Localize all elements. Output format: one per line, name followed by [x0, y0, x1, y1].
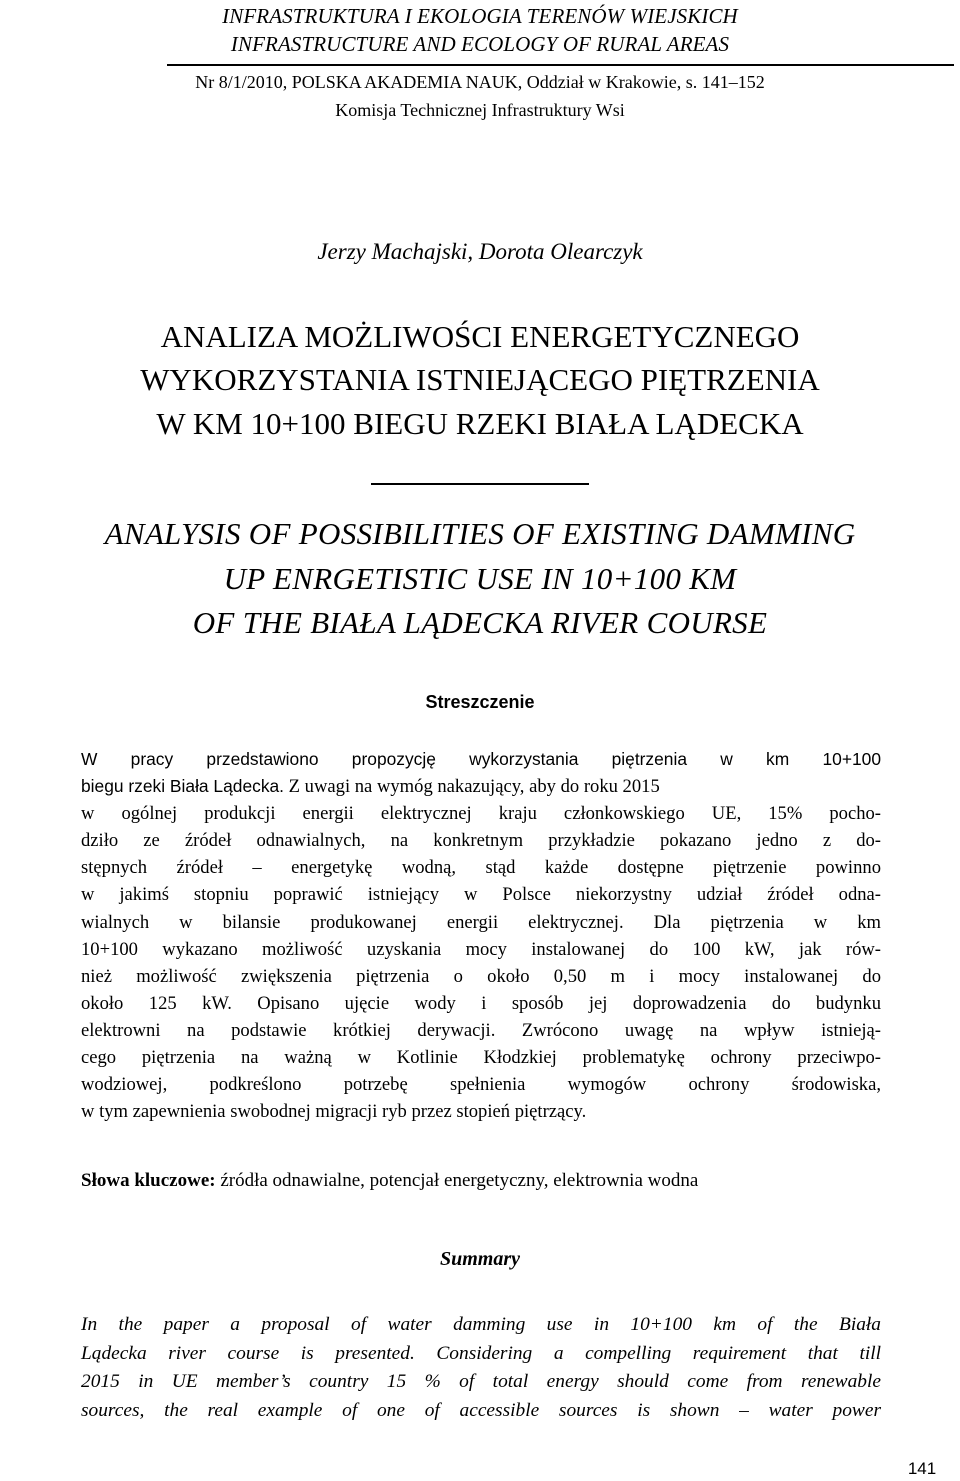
title-en-line-1: ANALYSIS OF POSSIBILITIES OF EXISTING DAMMING	[104, 516, 856, 551]
abstract-line: cego piętrzenia na ważną w Kotlinie Kłodzkiej problematykę ochrony przeciwpo-	[81, 1047, 881, 1069]
header-rule	[167, 64, 954, 66]
abstract-line: wodziowej, podkreślono potrzebę spełnienia wymogów ochrony środowiska,	[81, 1074, 881, 1096]
summary-line: Lądecka river course is presented. Considering a compelling requirement that till	[81, 1342, 881, 1364]
keywords	[81, 1168, 881, 1194]
keywords-label: Słowa kluczowe:	[81, 1170, 216, 1191]
commission-line: Komisja Technicznej Infrastruktury Wsi	[335, 100, 625, 120]
title-pl-line-1: ANALIZA MOŻLIWOŚCI ENERGETYCZNEGO	[160, 319, 800, 354]
abstract-line: w jakimś stopniu poprawić istniejący w Polsce niekorzystny udział źródeł odna-	[81, 884, 881, 906]
abstract-line: nież możliwość zwiększenia piętrzenia o około 0,50 m i mocy instalowanej do	[81, 965, 881, 987]
abstract-line: elektrowni na podstawie krótkiej derywacji. Zwrócono uwagę na wpływ istnieją-	[81, 1019, 881, 1041]
summary-line: 2015 in UE member’s country 15 % of total energy should come from renewable	[81, 1371, 881, 1393]
abstract-line: w tym zapewnienia swobodnej migracji ryb przez stopień piętrzący.	[81, 1101, 587, 1123]
abstract-line: stępnych źródeł – energetykę wodną, stąd każde dostępne piętrzenie powinno	[81, 857, 881, 879]
abstract-line: W pracy przedstawiono propozycję wykorzystania piętrzenia w km 10+100	[81, 749, 881, 769]
issue-line: Nr 8/1/2010, POLSKA AKADEMIA NAUK, Oddział w Krakowie, s. 141–152	[195, 72, 765, 92]
title-en-line-3: OF THE BIAŁA LĄDECKA RIVER COURSE	[192, 605, 768, 640]
abstract-heading: Streszczenie	[425, 692, 535, 712]
title-separator	[371, 483, 589, 485]
summary-line: sources, the real example of one of accessible sources is shown – water power	[81, 1399, 881, 1421]
summary-line: In the paper a proposal of water damming use in 10+100 km of the Biała	[81, 1314, 881, 1335]
summary-heading: Summary	[439, 1248, 521, 1270]
abstract-line: wialnych w bilansie produkowanej energii elektrycznej. Dla piętrzenia w km	[81, 911, 881, 933]
keywords-text: źródła odnawialne, potencjał energetyczny, elektrownia wodna	[215, 1170, 699, 1191]
abstract-line: 10+100 wykazano możliwość uzyskania mocy instalowanej do 100 kW, jak rów-	[81, 938, 881, 960]
authors: Jerzy Machajski, Dorota Olearczyk	[317, 239, 643, 264]
abstract-body	[81, 746, 881, 1125]
abstract-line: w ogólnej produkcji energii elektrycznej kraju członkowskiego UE, 15% pocho-	[81, 803, 881, 825]
title-pl-line-3: W KM 10+100 BIEGU RZEKI BIAŁA LĄDECKA	[156, 406, 804, 441]
journal-title-en: INFRASTRUCTURE AND ECOLOGY OF RURAL AREAS	[230, 32, 730, 56]
page-number: 141	[907, 1459, 937, 1478]
abstract-line: biegu rzeki Biała Lądecka. Z uwagi na wymóg nakazujący, aby do roku 2015	[81, 776, 660, 798]
abstract-line: dziło ze źródeł odnawialnych, na konkretnym przykładzie pokazano jedno z do-	[81, 830, 881, 852]
title-pl-line-2: WYKORZYSTANIA ISTNIEJĄCEGO PIĘTRZENIA	[140, 362, 820, 397]
journal-title-pl: INFRASTRUKTURA I EKOLOGIA TERENÓW WIEJSKICH	[222, 4, 738, 28]
abstract-line: około 125 kW. Opisano ujęcie wody i sposób jej doprowadzenia do budynku	[81, 992, 881, 1014]
title-en-line-2: UP ENRGETISTIC USE IN 10+100 KM	[223, 561, 737, 596]
summary-body	[81, 1311, 881, 1425]
